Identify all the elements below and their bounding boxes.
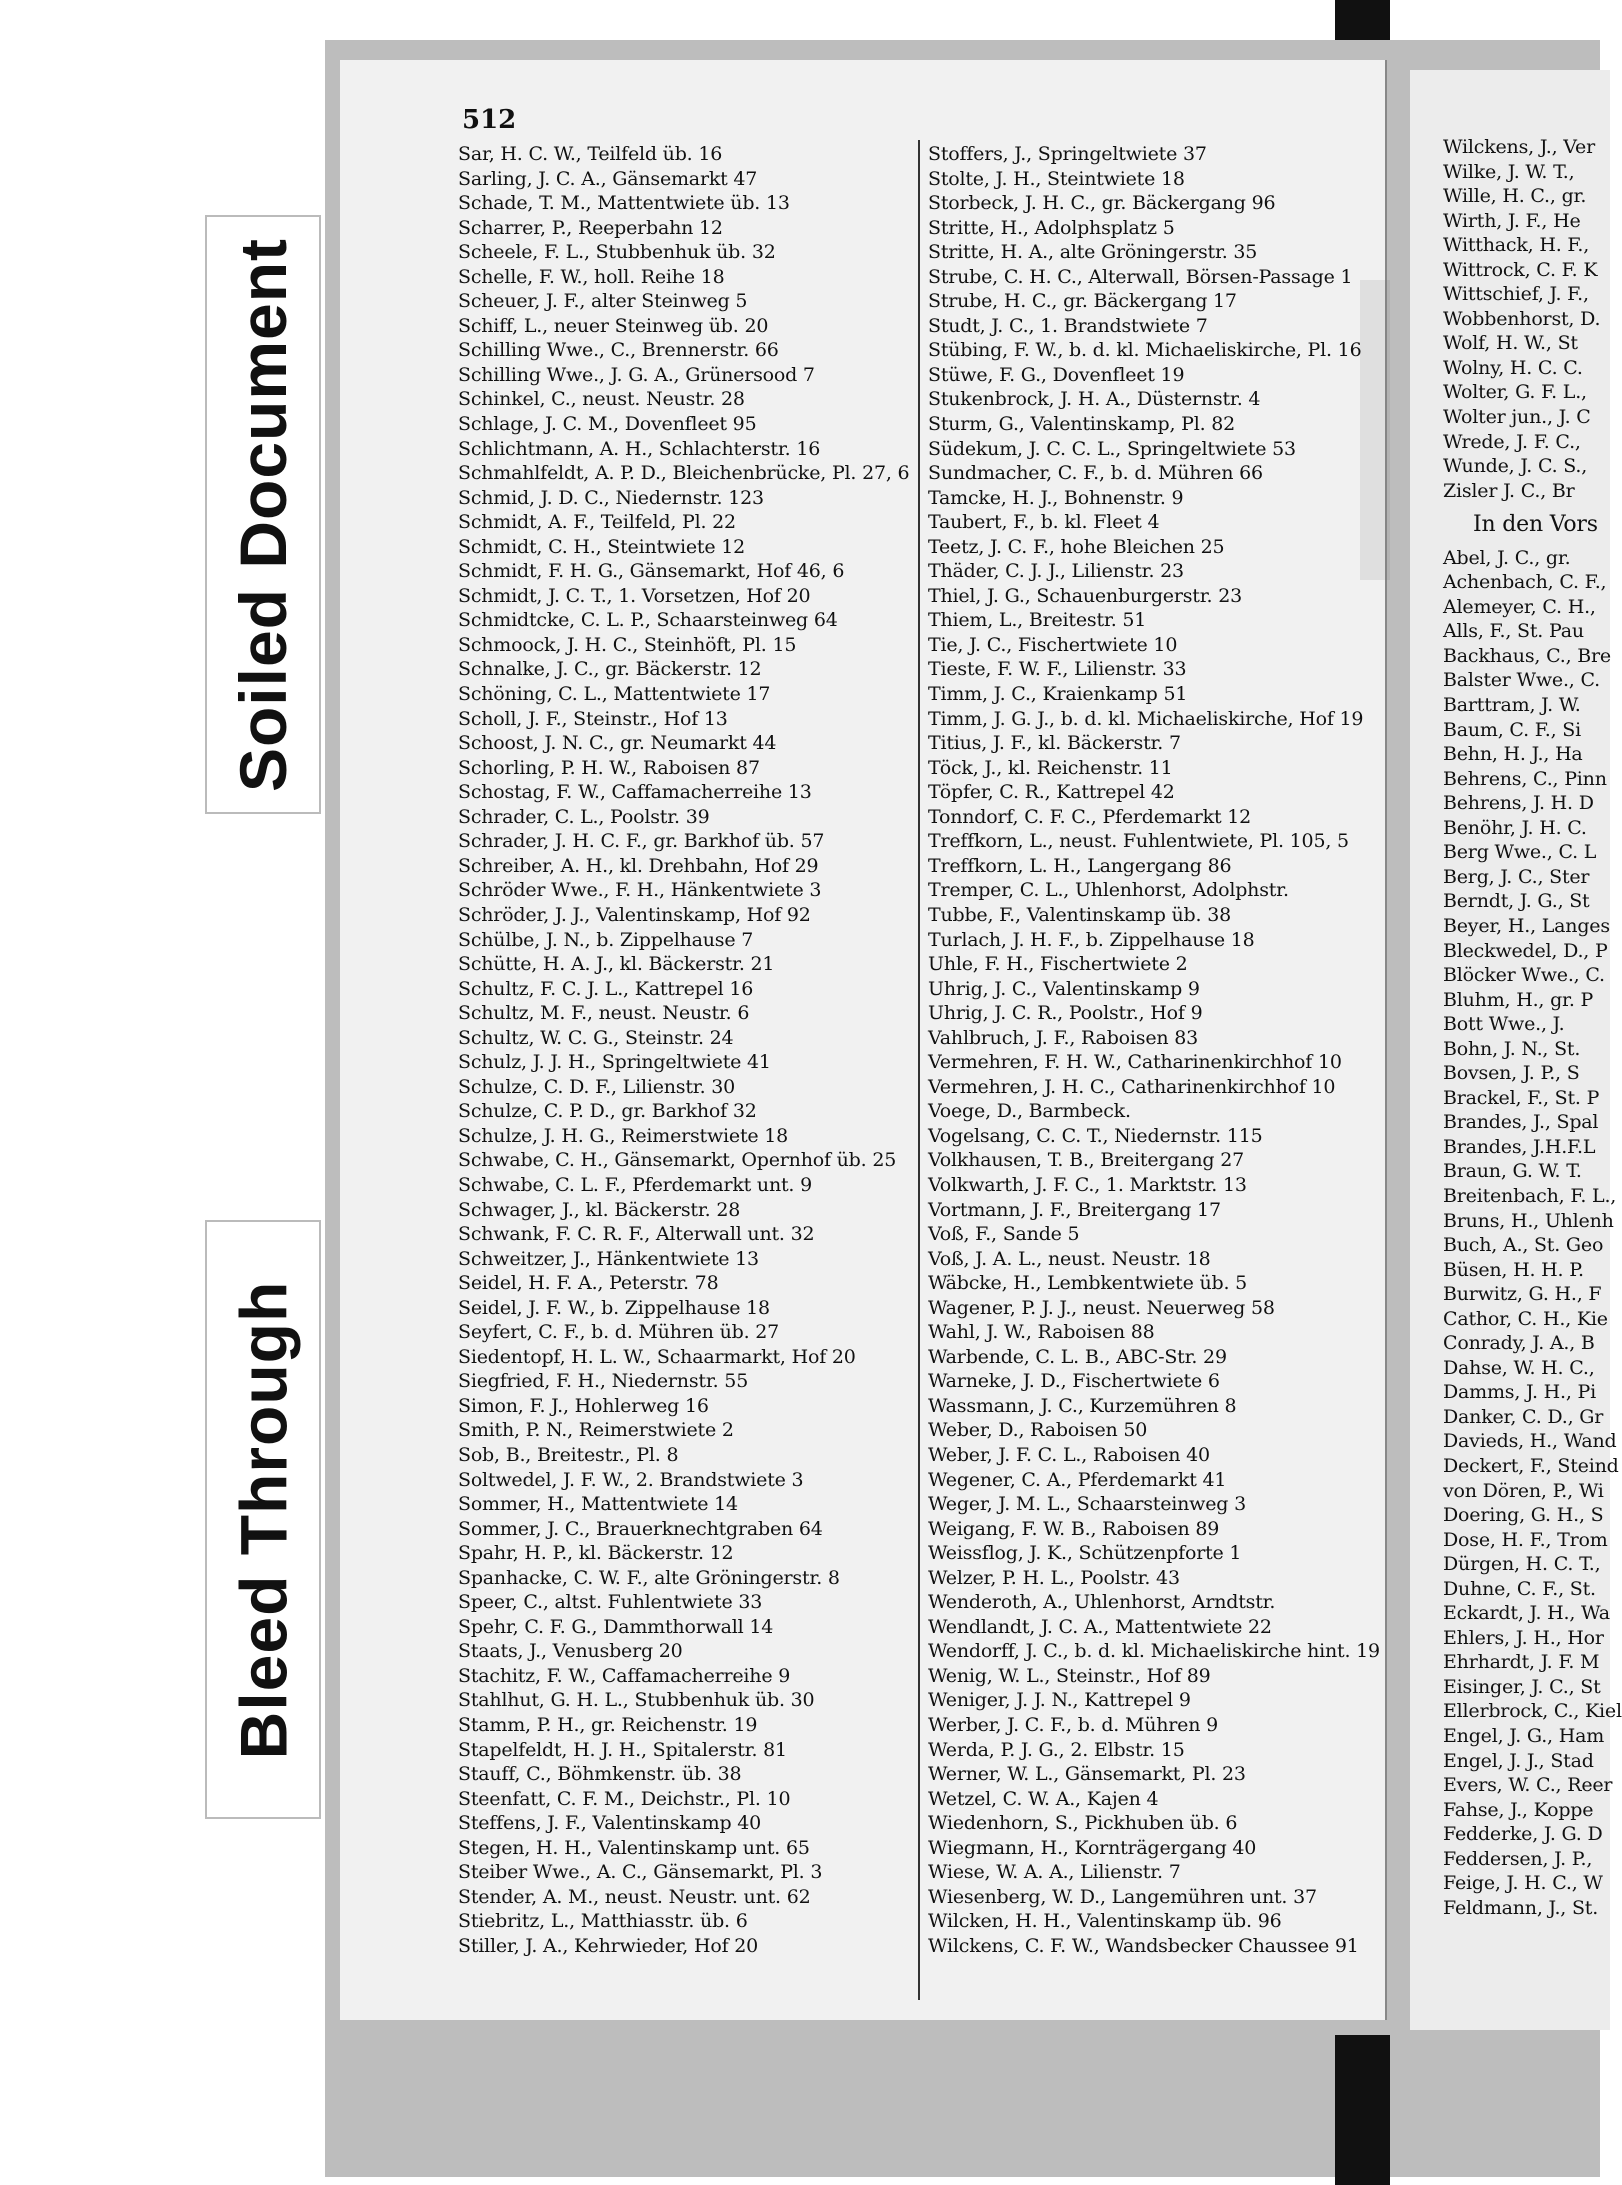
directory-entry: Danker, C. D., Gr <box>1443 1405 1604 1428</box>
directory-entry: Sundmacher, C. F., b. d. Mühren 66 <box>928 462 1263 485</box>
directory-entry: Schultz, F. C. J. L., Kattrepel 16 <box>458 977 754 1000</box>
directory-entry: Welzer, P. H. L., Poolstr. 43 <box>928 1566 1180 1589</box>
directory-entry: Schultz, M. F., neust. Neustr. 6 <box>458 1002 750 1025</box>
directory-entry: Doering, G. H., S <box>1443 1504 1604 1527</box>
directory-column-left <box>458 142 909 1958</box>
directory-entry: Siegfried, F. H., Niedernstr. 55 <box>458 1370 749 1393</box>
directory-entry: Strube, C. H. C., Alterwall, Börsen-Passage 1 <box>928 265 1353 288</box>
directory-entry: Schöning, C. L., Mattentwiete 17 <box>458 683 771 706</box>
directory-entry: Damms, J. H., Pi <box>1443 1381 1596 1404</box>
directory-entry: Evers, W. C., Reer <box>1443 1774 1613 1797</box>
directory-entry: Witthack, H. F., <box>1443 234 1590 257</box>
directory-entry: Ehlers, J. H., Hor <box>1443 1626 1604 1649</box>
section-heading: In den Vors <box>1473 512 1598 538</box>
directory-entry: Wobbenhorst, D. <box>1443 307 1601 330</box>
directory-entry: Turlach, J. H. F., b. Zippelhause 18 <box>928 928 1255 951</box>
directory-entry: Wendorff, J. C., b. d. kl. Michaeliskirche hint. 19 <box>928 1640 1380 1663</box>
directory-entry: Weissflog, J. K., Schützenpforte 1 <box>928 1542 1242 1565</box>
directory-entry: Schade, T. M., Mattentwiete üb. 13 <box>458 192 790 215</box>
directory-entry: Schmidt, F. H. G., Gänsemarkt, Hof 46, 6 <box>458 560 845 583</box>
directory-entry: Alls, F., St. Pau <box>1443 620 1584 643</box>
directory-entry: Wiesenberg, W. D., Langemühren unt. 37 <box>928 1885 1317 1908</box>
directory-entry: Berg, J. C., Ster <box>1443 865 1590 888</box>
directory-entry: Wendlandt, J. C. A., Mattentwiete 22 <box>928 1615 1272 1638</box>
directory-entry: Stiller, J. A., Kehrwieder, Hof 20 <box>458 1934 759 1957</box>
directory-entry: Timm, J. G. J., b. d. kl. Michaeliskirche, Hof 19 <box>928 707 1364 730</box>
directory-entry: Voege, D., Barmbeck. <box>928 1100 1131 1123</box>
directory-entry: Schmidt, C. H., Steintwiete 12 <box>458 535 746 558</box>
directory-entry: Stamm, P. H., gr. Reichenstr. 19 <box>458 1714 758 1736</box>
directory-entry: Weniger, J. J. N., Kattrepel 9 <box>928 1689 1191 1712</box>
directory-entry: Schweitzer, J., Hänkentwiete 13 <box>458 1247 759 1270</box>
directory-entry: Stübing, F. W., b. d. kl. Michaeliskirche, Pl. 16 <box>928 339 1362 362</box>
directory-entry: Schrader, J. H. C. F., gr. Barkhof üb. 57 <box>458 830 825 853</box>
directory-entry: Vermehren, J. H. C., Catharinenkirchhof 10 <box>928 1075 1336 1098</box>
directory-entry: Schorling, P. H. W., Raboisen 87 <box>458 756 760 779</box>
directory-entry: Schülbe, J. N., b. Zippelhause 7 <box>458 928 754 951</box>
directory-entry: Brackel, F., St. P <box>1443 1086 1600 1109</box>
directory-entry: Schreiber, A. H., kl. Drehbahn, Hof 29 <box>458 854 819 877</box>
soiled-document-label-text: Soiled Document <box>226 237 300 792</box>
directory-entry: Vortmann, J. F., Breitergang 17 <box>928 1198 1221 1221</box>
directory-entry: Schröder Wwe., F. H., Hänkentwiete 3 <box>458 879 822 902</box>
directory-entry: Taubert, F., b. kl. Fleet 4 <box>928 511 1160 534</box>
directory-entry: Schulze, C. D. F., Lilienstr. 30 <box>458 1075 736 1098</box>
directory-entry: Wiedenhorn, S., Pickhuben üb. 6 <box>928 1812 1238 1835</box>
directory-entry: Schelle, F. W., holl. Reihe 18 <box>458 265 725 288</box>
directory-entry: Schoost, J. N. C., gr. Neumarkt 44 <box>458 732 777 755</box>
directory-entry: Wrede, J. F. C., <box>1443 430 1581 453</box>
directory-entry: Wäbcke, H., Lembkentwiete üb. 5 <box>928 1272 1248 1295</box>
directory-entry: Wetzel, C. W. A., Kajen 4 <box>928 1787 1159 1810</box>
directory-entry: Uhrig, J. C., Valentinskamp 9 <box>928 977 1200 1000</box>
directory-entry: Schulz, J. J. H., Springeltwiete 41 <box>458 1051 771 1074</box>
directory-entry: Treffkorn, L. H., Langergang 86 <box>928 854 1232 877</box>
directory-entry: Schwager, J., kl. Bäckerstr. 28 <box>458 1198 741 1221</box>
directory-entry: von Dören, P., Wi <box>1443 1479 1604 1502</box>
directory-entry: Voß, J. A. L., neust. Neustr. 18 <box>928 1247 1211 1270</box>
directory-entry: Büsen, H. H. P. <box>1443 1258 1584 1281</box>
directory-entry: Achenbach, C. F., <box>1443 571 1607 594</box>
directory-entry: Tieste, F. W. F., Lilienstr. 33 <box>928 658 1187 681</box>
directory-entry: Schröder, J. J., Valentinskamp, Hof 92 <box>458 903 811 926</box>
directory-entry: Schilling Wwe., J. G. A., Grünersood 7 <box>458 363 815 386</box>
directory-entry: Stritte, H. A., alte Gröningerstr. 35 <box>928 241 1258 264</box>
directory-entry: Feldmann, J., St. <box>1443 1896 1599 1919</box>
directory-entry: Scheele, F. L., Stubbenhuk üb. 32 <box>458 241 776 264</box>
directory-entry: Stüwe, F. G., Dovenfleet 19 <box>928 363 1185 386</box>
top-black-band <box>1335 0 1390 40</box>
directory-entry: Schnalke, J. C., gr. Bäckerstr. 12 <box>458 658 762 681</box>
bleed-through-label-text: Bleed Through <box>226 1280 300 1759</box>
directory-entry: Sarling, J. C. A., Gänsemarkt 47 <box>458 167 758 190</box>
directory-entry: Speer, C., altst. Fuhlentwiete 33 <box>458 1591 763 1614</box>
directory-entry: Südekum, J. C. C. L., Springeltwiete 53 <box>928 437 1296 460</box>
directory-entry: Stauff, C., Böhmkenstr. üb. 38 <box>458 1763 742 1786</box>
directory-entry: Bluhm, H., gr. P <box>1443 988 1594 1011</box>
directory-entry: Wiese, W. A. A., Lilienstr. 7 <box>928 1861 1181 1884</box>
directory-entry: Abel, J. C., gr. <box>1443 546 1571 569</box>
directory-entry: Berg Wwe., C. L <box>1443 841 1597 864</box>
directory-entry: Dürgen, H. C. T., <box>1443 1553 1601 1576</box>
directory-entry: Deckert, F., Steind <box>1443 1454 1619 1477</box>
directory-entry: Wolter, G. F. L., <box>1443 381 1587 404</box>
directory-entry: Stahlhut, G. H. L., Stubbenhuk üb. 30 <box>458 1689 815 1712</box>
directory-entry: Schlage, J. C. M., Dovenfleet 95 <box>458 413 757 436</box>
soiled-document-label <box>205 215 321 814</box>
directory-entry: Schinkel, C., neust. Neustr. 28 <box>458 388 745 411</box>
bottom-black-band <box>1335 2035 1390 2185</box>
directory-entry: Wunde, J. C. S., <box>1443 455 1588 478</box>
directory-entry: Töck, J., kl. Reichenstr. 11 <box>928 756 1173 779</box>
directory-entry: Bovsen, J. P., S <box>1443 1062 1580 1085</box>
directory-entry: Schostag, F. W., Caffamacherreihe 13 <box>458 781 812 804</box>
directory-entry: Feige, J. H. C., W <box>1443 1872 1603 1895</box>
directory-entry: Scheuer, J. F., alter Steinweg 5 <box>458 290 748 313</box>
directory-entry: Tonndorf, C. F. C., Pferdemarkt 12 <box>928 805 1251 828</box>
directory-entry: Seidel, H. F. A., Peterstr. 78 <box>458 1272 719 1295</box>
directory-entry: Wittschief, J. F., <box>1443 283 1589 306</box>
directory-entry: Stiebritz, L., Matthiasstr. üb. 6 <box>458 1910 748 1933</box>
directory-entry: Titius, J. F., kl. Bäckerstr. 7 <box>928 732 1181 755</box>
directory-entry: Schwabe, C. H., Gänsemarkt, Opernhof üb. 25 <box>458 1149 897 1172</box>
directory-entry: Breitenbach, F. L., <box>1443 1184 1617 1207</box>
directory-entry: Schulze, J. H. G., Reimerstwiete 18 <box>458 1124 789 1147</box>
directory-entry: Storbeck, J. H. C., gr. Bäckergang 96 <box>928 192 1276 215</box>
directory-entry: Feddersen, J. P., <box>1443 1847 1593 1870</box>
directory-entry: Brandes, J.H.F.L <box>1443 1135 1596 1158</box>
column-divider <box>918 140 920 2000</box>
directory-entry: Bruns, H., Uhlenh <box>1443 1209 1614 1232</box>
directory-entry: Schlichtmann, A. H., Schlachterstr. 16 <box>458 437 821 460</box>
directory-entry: Behrens, C., Pinn <box>1443 767 1607 790</box>
directory-entry: Engel, J. J., Stad <box>1443 1749 1594 1772</box>
directory-entry: Tie, J. C., Fischertwiete 10 <box>928 633 1178 656</box>
directory-entry: Wilke, J. W. T., <box>1443 160 1575 183</box>
directory-entry: Fahse, J., Koppe <box>1443 1798 1594 1821</box>
directory-entry: Davieds, H., Wand <box>1443 1430 1617 1453</box>
directory-entry: Wilcken, H. H., Valentinskamp üb. 96 <box>928 1910 1282 1933</box>
directory-entry: Stapelfeldt, H. J. H., Spitalerstr. 81 <box>458 1738 787 1761</box>
directory-entry: Schütte, H. A. J., kl. Bäckerstr. 21 <box>458 953 775 976</box>
directory-entry: Stachitz, F. W., Caffamacherreihe 9 <box>458 1664 791 1687</box>
directory-entry: Werber, J. C. F., b. d. Mühren 9 <box>928 1714 1218 1736</box>
directory-entry: Behrens, J. H. D <box>1443 792 1594 815</box>
directory-entry: Soltwedel, J. F. W., 2. Brandstwiete 3 <box>458 1468 804 1491</box>
directory-entry: Eckardt, J. H., Wa <box>1443 1602 1610 1625</box>
directory-entry: Berndt, J. G., St <box>1443 890 1590 913</box>
directory-entry: Beyer, H., Langes <box>1443 914 1610 937</box>
directory-entry: Thiem, L., Breitestr. 51 <box>928 609 1147 632</box>
directory-entry: Sob, B., Breitestr., Pl. 8 <box>458 1443 679 1466</box>
directory-entry: Tremper, C. L., Uhlenhorst, Adolphstr. <box>928 879 1289 902</box>
directory-entry: Schmidtcke, C. L. P., Schaarsteinweg 64 <box>458 609 838 632</box>
directory-entry: Steiber Wwe., A. C., Gänsemarkt, Pl. 3 <box>458 1861 823 1884</box>
directory-entry: Stender, A. M., neust. Neustr. unt. 62 <box>458 1885 811 1908</box>
directory-entry: Wenig, W. L., Steinstr., Hof 89 <box>928 1664 1211 1687</box>
directory-entry: Scharrer, P., Reeperbahn 12 <box>458 216 723 239</box>
directory-entry: Teetz, J. C. F., hohe Bleichen 25 <box>928 535 1225 558</box>
bleed-through-label <box>205 1220 321 1819</box>
directory-entry: Steenfatt, C. F. M., Deichstr., Pl. 10 <box>458 1787 791 1810</box>
directory-entry: Blöcker Wwe., C. <box>1443 964 1605 987</box>
directory-entry: Sturm, G., Valentinskamp, Pl. 82 <box>928 413 1236 436</box>
directory-entry: Staats, J., Venusberg 20 <box>458 1640 683 1663</box>
directory-entry: Benöhr, J. H. C. <box>1443 816 1587 839</box>
directory-entry: Spanhacke, C. W. F., alte Gröningerstr. 8 <box>458 1566 840 1589</box>
directory-entry: Uhle, F. H., Fischertwiete 2 <box>928 953 1188 976</box>
directory-entry: Behn, H. J., Ha <box>1443 743 1583 766</box>
directory-entry: Warbende, C. L. B., ABC-Str. 29 <box>928 1345 1227 1368</box>
directory-entry: Bohn, J. N., St. <box>1443 1037 1581 1060</box>
directory-entry: Barttram, J. W. <box>1443 694 1581 717</box>
directory-entry: Braun, G. W. T. <box>1443 1160 1582 1183</box>
directory-entry: Dose, H. F., Trom <box>1443 1528 1608 1551</box>
directory-entry: Sommer, J. C., Brauerknechtgraben 64 <box>458 1517 823 1540</box>
directory-entry: Wirth, J. F., He <box>1443 209 1581 232</box>
directory-entry: Stolte, J. H., Steintwiete 18 <box>928 167 1185 190</box>
directory-entry: Uhrig, J. C. R., Poolstr., Hof 9 <box>928 1002 1203 1025</box>
directory-entry: Wolf, H. W., St <box>1443 332 1578 355</box>
directory-entry: Duhne, C. F., St. <box>1443 1577 1596 1600</box>
directory-entry: Bott Wwe., J. <box>1443 1013 1565 1036</box>
directory-entry: Wolny, H. C. C. <box>1443 356 1583 379</box>
directory-entry: Schilling Wwe., C., Brennerstr. 66 <box>458 339 779 362</box>
directory-entry: Thiel, J. G., Schauenburgerstr. 23 <box>928 584 1242 607</box>
directory-entry: Sar, H. C. W., Teilfeld üb. 16 <box>458 143 723 165</box>
directory-entry: Seidel, J. F. W., b. Zippelhause 18 <box>458 1296 770 1319</box>
directory-entry: Schrader, C. L., Poolstr. 39 <box>458 805 710 828</box>
directory-entry: Schmidt, J. C. T., 1. Vorsetzen, Hof 20 <box>458 584 811 607</box>
directory-entry: Werner, W. L., Gänsemarkt, Pl. 23 <box>928 1763 1246 1786</box>
directory-entry: Simon, F. J., Hohlerweg 16 <box>458 1394 709 1417</box>
directory-entry: Weger, J. M. L., Schaarsteinweg 3 <box>928 1493 1246 1516</box>
page-number: 512 <box>462 105 517 135</box>
directory-entry: Zisler J. C., Br <box>1443 479 1575 502</box>
directory-entry: Wassmann, J. C., Kurzemühren 8 <box>928 1394 1237 1417</box>
directory-entry: Thäder, C. J. J., Lilienstr. 23 <box>928 560 1184 583</box>
book-page <box>340 60 1387 2020</box>
directory-entry: Buch, A., St. Geo <box>1443 1234 1604 1257</box>
directory-entry: Wahl, J. W., Raboisen 88 <box>928 1321 1155 1344</box>
directory-entry: Warneke, J. D., Fischertwiete 6 <box>928 1370 1220 1393</box>
scanned-book-spread <box>325 40 1622 2177</box>
directory-entry: Fedderke, J. G. D <box>1443 1823 1603 1846</box>
directory-entry: Studt, J. C., 1. Brandstwiete 7 <box>928 314 1208 337</box>
directory-entry: Baum, C. F., Si <box>1443 718 1581 741</box>
directory-entry: Spahr, H. P., kl. Bäckerstr. 12 <box>458 1542 734 1565</box>
directory-entry: Schulze, C. P. D., gr. Barkhof 32 <box>458 1100 757 1123</box>
directory-entry: Wilckens, C. F. W., Wandsbecker Chaussee 91 <box>928 1934 1359 1957</box>
directory-entry: Schmahlfeldt, A. P. D., Bleichenbrücke, Pl. 27, 6 <box>458 462 910 485</box>
directory-entry: Engel, J. G., Ham <box>1443 1725 1605 1747</box>
directory-entry: Sommer, H., Mattentwiete 14 <box>458 1493 738 1516</box>
directory-entry: Wiegmann, H., Kornträgergang 40 <box>928 1836 1257 1859</box>
directory-entry: Schultz, W. C. G., Steinstr. 24 <box>458 1026 734 1049</box>
directory-entry: Steffens, J. F., Valentinskamp 40 <box>458 1812 762 1835</box>
directory-entry: Seyfert, C. F., b. d. Mühren üb. 27 <box>458 1321 780 1344</box>
directory-entry: Wittrock, C. F. K <box>1443 258 1598 281</box>
directory-entry: Wegener, C. A., Pferdemarkt 41 <box>928 1468 1227 1491</box>
directory-entry: Schmid, J. D. C., Niedernstr. 123 <box>458 486 764 509</box>
directory-entry: Timm, J. C., Kraienkamp 51 <box>928 683 1188 706</box>
directory-entry: Smith, P. N., Reimerstwiete 2 <box>458 1419 734 1442</box>
directory-entry: Wilckens, J., Ver <box>1443 136 1595 158</box>
directory-entry: Weber, D., Raboisen 50 <box>928 1419 1148 1442</box>
directory-entry: Schwank, F. C. R. F., Alterwall unt. 32 <box>458 1223 815 1246</box>
directory-entry: Schmidt, A. F., Teilfeld, Pl. 22 <box>458 511 736 534</box>
directory-entry: Cathor, C. H., Kie <box>1443 1307 1608 1330</box>
directory-entry: Weigang, F. W. B., Raboisen 89 <box>928 1517 1220 1540</box>
directory-entry: Weber, J. F. C. L., Raboisen 40 <box>928 1443 1210 1466</box>
directory-entry: Werda, P. J. G., 2. Elbstr. 15 <box>928 1738 1185 1761</box>
directory-entry: Siedentopf, H. L. W., Schaarmarkt, Hof 20 <box>458 1345 856 1368</box>
directory-entry: Voß, F., Sande 5 <box>928 1223 1080 1246</box>
directory-entry: Wenderoth, A., Uhlenhorst, Arndtstr. <box>928 1591 1276 1614</box>
directory-entry: Alemeyer, C. H., <box>1443 595 1596 618</box>
adjacent-page-column <box>1443 135 1622 1920</box>
directory-entry: Conrady, J. A., B <box>1443 1332 1595 1355</box>
directory-entry: Stoffers, J., Springeltwiete 37 <box>928 143 1207 165</box>
directory-column-right <box>928 142 1380 1958</box>
directory-entry: Burwitz, G. H., F <box>1443 1283 1602 1306</box>
directory-entry: Vermehren, F. H. W., Catharinenkirchhof 10 <box>928 1051 1342 1074</box>
directory-entry: Wolter jun., J. C <box>1443 406 1591 429</box>
directory-entry: Tamcke, H. J., Bohnenstr. 9 <box>928 486 1184 509</box>
directory-entry: Eisinger, J. C., St <box>1443 1675 1601 1698</box>
directory-entry: Backhaus, C., Bre <box>1443 644 1611 667</box>
directory-entry: Ehrhardt, J. F. M <box>1443 1651 1600 1674</box>
directory-entry: Strube, H. C., gr. Bäckergang 17 <box>928 290 1237 313</box>
directory-entry: Volkwarth, J. F. C., 1. Marktstr. 13 <box>928 1173 1247 1196</box>
directory-entry: Balster Wwe., C. <box>1443 669 1600 692</box>
directory-entry: Tubbe, F., Valentinskamp üb. 38 <box>928 903 1231 926</box>
directory-entry: Vogelsang, C. C. T., Niedernstr. 115 <box>928 1124 1263 1147</box>
directory-entry: Spehr, C. F. G., Dammthorwall 14 <box>458 1615 774 1638</box>
directory-entry: Treffkorn, L., neust. Fuhlentwiete, Pl. 105, 5 <box>928 830 1349 853</box>
directory-entry: Stukenbrock, J. H. A., Düsternstr. 4 <box>928 388 1261 411</box>
directory-entry: Ellerbrock, C., Kiel <box>1443 1700 1622 1723</box>
directory-entry: Volkhausen, T. B., Breitergang 27 <box>928 1149 1244 1172</box>
directory-entry: Wagener, P. J. J., neust. Neuerweg 58 <box>928 1296 1275 1319</box>
directory-entry: Schwabe, C. L. F., Pferdemarkt unt. 9 <box>458 1173 812 1196</box>
directory-entry: Stegen, H. H., Valentinskamp unt. 65 <box>458 1836 810 1859</box>
directory-entry: Dahse, W. H. C., <box>1443 1356 1595 1379</box>
directory-entry: Stritte, H., Adolphsplatz 5 <box>928 216 1175 239</box>
directory-entry: Schmoock, J. H. C., Steinhöft, Pl. 15 <box>458 633 797 656</box>
directory-entry: Scholl, J. F., Steinstr., Hof 13 <box>458 707 728 730</box>
directory-entry: Brandes, J., Spal <box>1443 1111 1599 1134</box>
directory-entry: Schiff, L., neuer Steinweg üb. 20 <box>458 314 769 337</box>
directory-entry: Vahlbruch, J. F., Raboisen 83 <box>928 1026 1199 1049</box>
directory-entry: Töpfer, C. R., Kattrepel 42 <box>928 781 1175 804</box>
directory-entry: Wille, H. C., gr. <box>1443 185 1587 208</box>
directory-entry: Bleckwedel, D., P <box>1443 939 1608 962</box>
